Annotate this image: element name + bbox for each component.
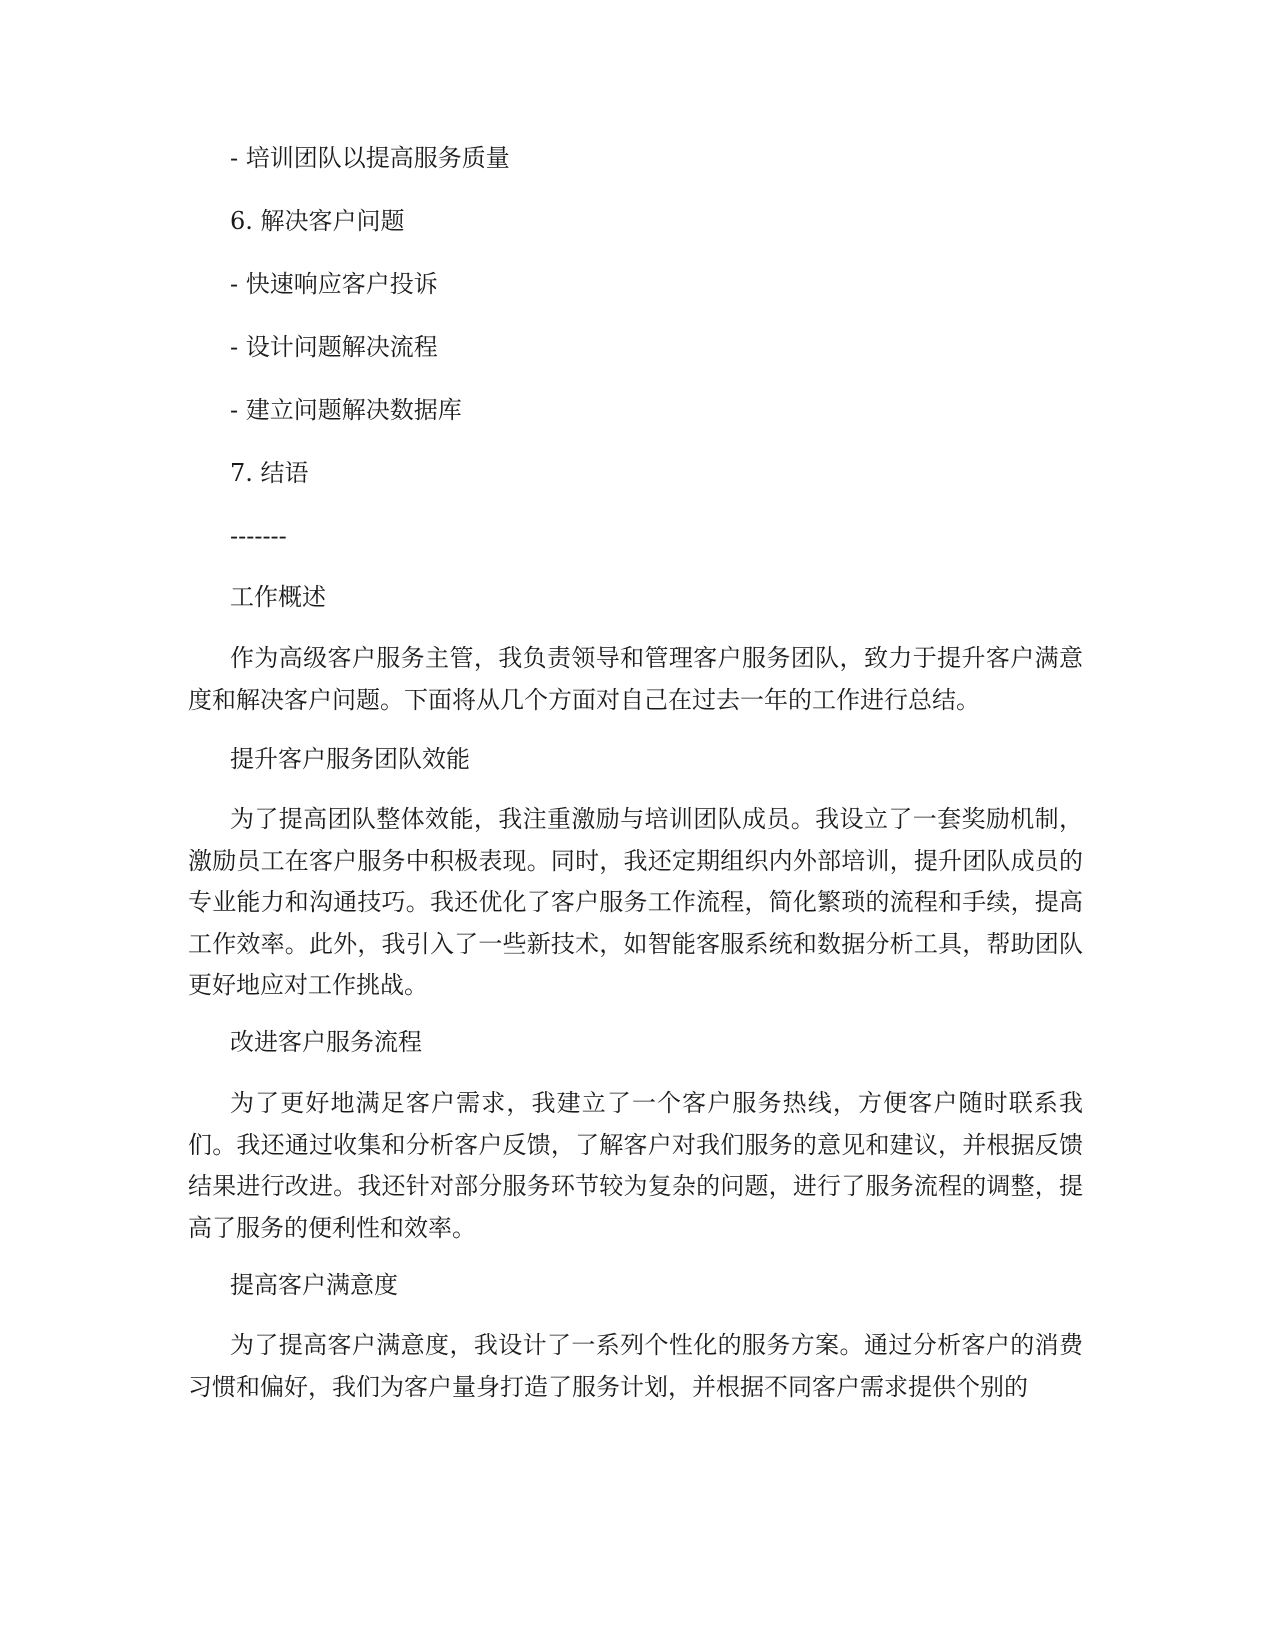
heading-satisfaction: 提高客户满意度: [230, 1271, 398, 1299]
outline-item-training: - 培训团队以提高服务质量: [230, 144, 510, 172]
outline-item-database: - 建立问题解决数据库: [230, 396, 462, 424]
paragraph-process-improvement: 为了更好地满足客户需求，我建立了一个客户服务热线，方便客户随时联系我们。我还通过收集和分析客户反馈，了解客户对我们服务的意见和建议，并根据反馈结果进行改进。我还针对部分服务环节较为复杂的问题，进行了服务流程的调整，提高了服务的便利性和效率。: [188, 1089, 1083, 1242]
heading-team-efficiency: 提升客户服务团队效能: [230, 745, 470, 773]
paragraph-work-overview: 作为高级客户服务主管，我负责领导和管理客户服务团队，致力于提升客户满意度和解决客户问题。下面将从几个方面对自己在过去一年的工作进行总结。: [188, 644, 1083, 714]
paragraph-team-efficiency: 为了提高团队整体效能，我注重激励与培训团队成员。我设立了一套奖励机制，激励员工在客户服务中积极表现。同时，我还定期组织内外部培训，提升团队成员的专业能力和沟通技巧。我还优化了客户服务工作流程，简化繁琐的流程和手续，提高工作效率。此外，我引入了一些新技术，如智能客服系统和数据分析工具，帮助团队更好地应对工作挑战。: [188, 805, 1083, 999]
heading-process-improvement: 改进客户服务流程: [230, 1028, 422, 1056]
heading-work-overview: 工作概述: [230, 583, 326, 611]
outline-item-fast-response: - 快速响应客户投诉: [230, 270, 438, 298]
section-7-title: 7. 结语: [230, 459, 309, 487]
paragraph-satisfaction: 为了提高客户满意度，我设计了一系列个性化的服务方案。通过分析客户的消费习惯和偏好，我们为客户量身打造了服务计划，并根据不同客户需求提供个别的: [188, 1331, 1083, 1401]
outline-item-design-process: - 设计问题解决流程: [230, 333, 438, 361]
section-6-title: 6. 解决客户问题: [230, 207, 405, 235]
separator-line: -------: [230, 522, 287, 550]
